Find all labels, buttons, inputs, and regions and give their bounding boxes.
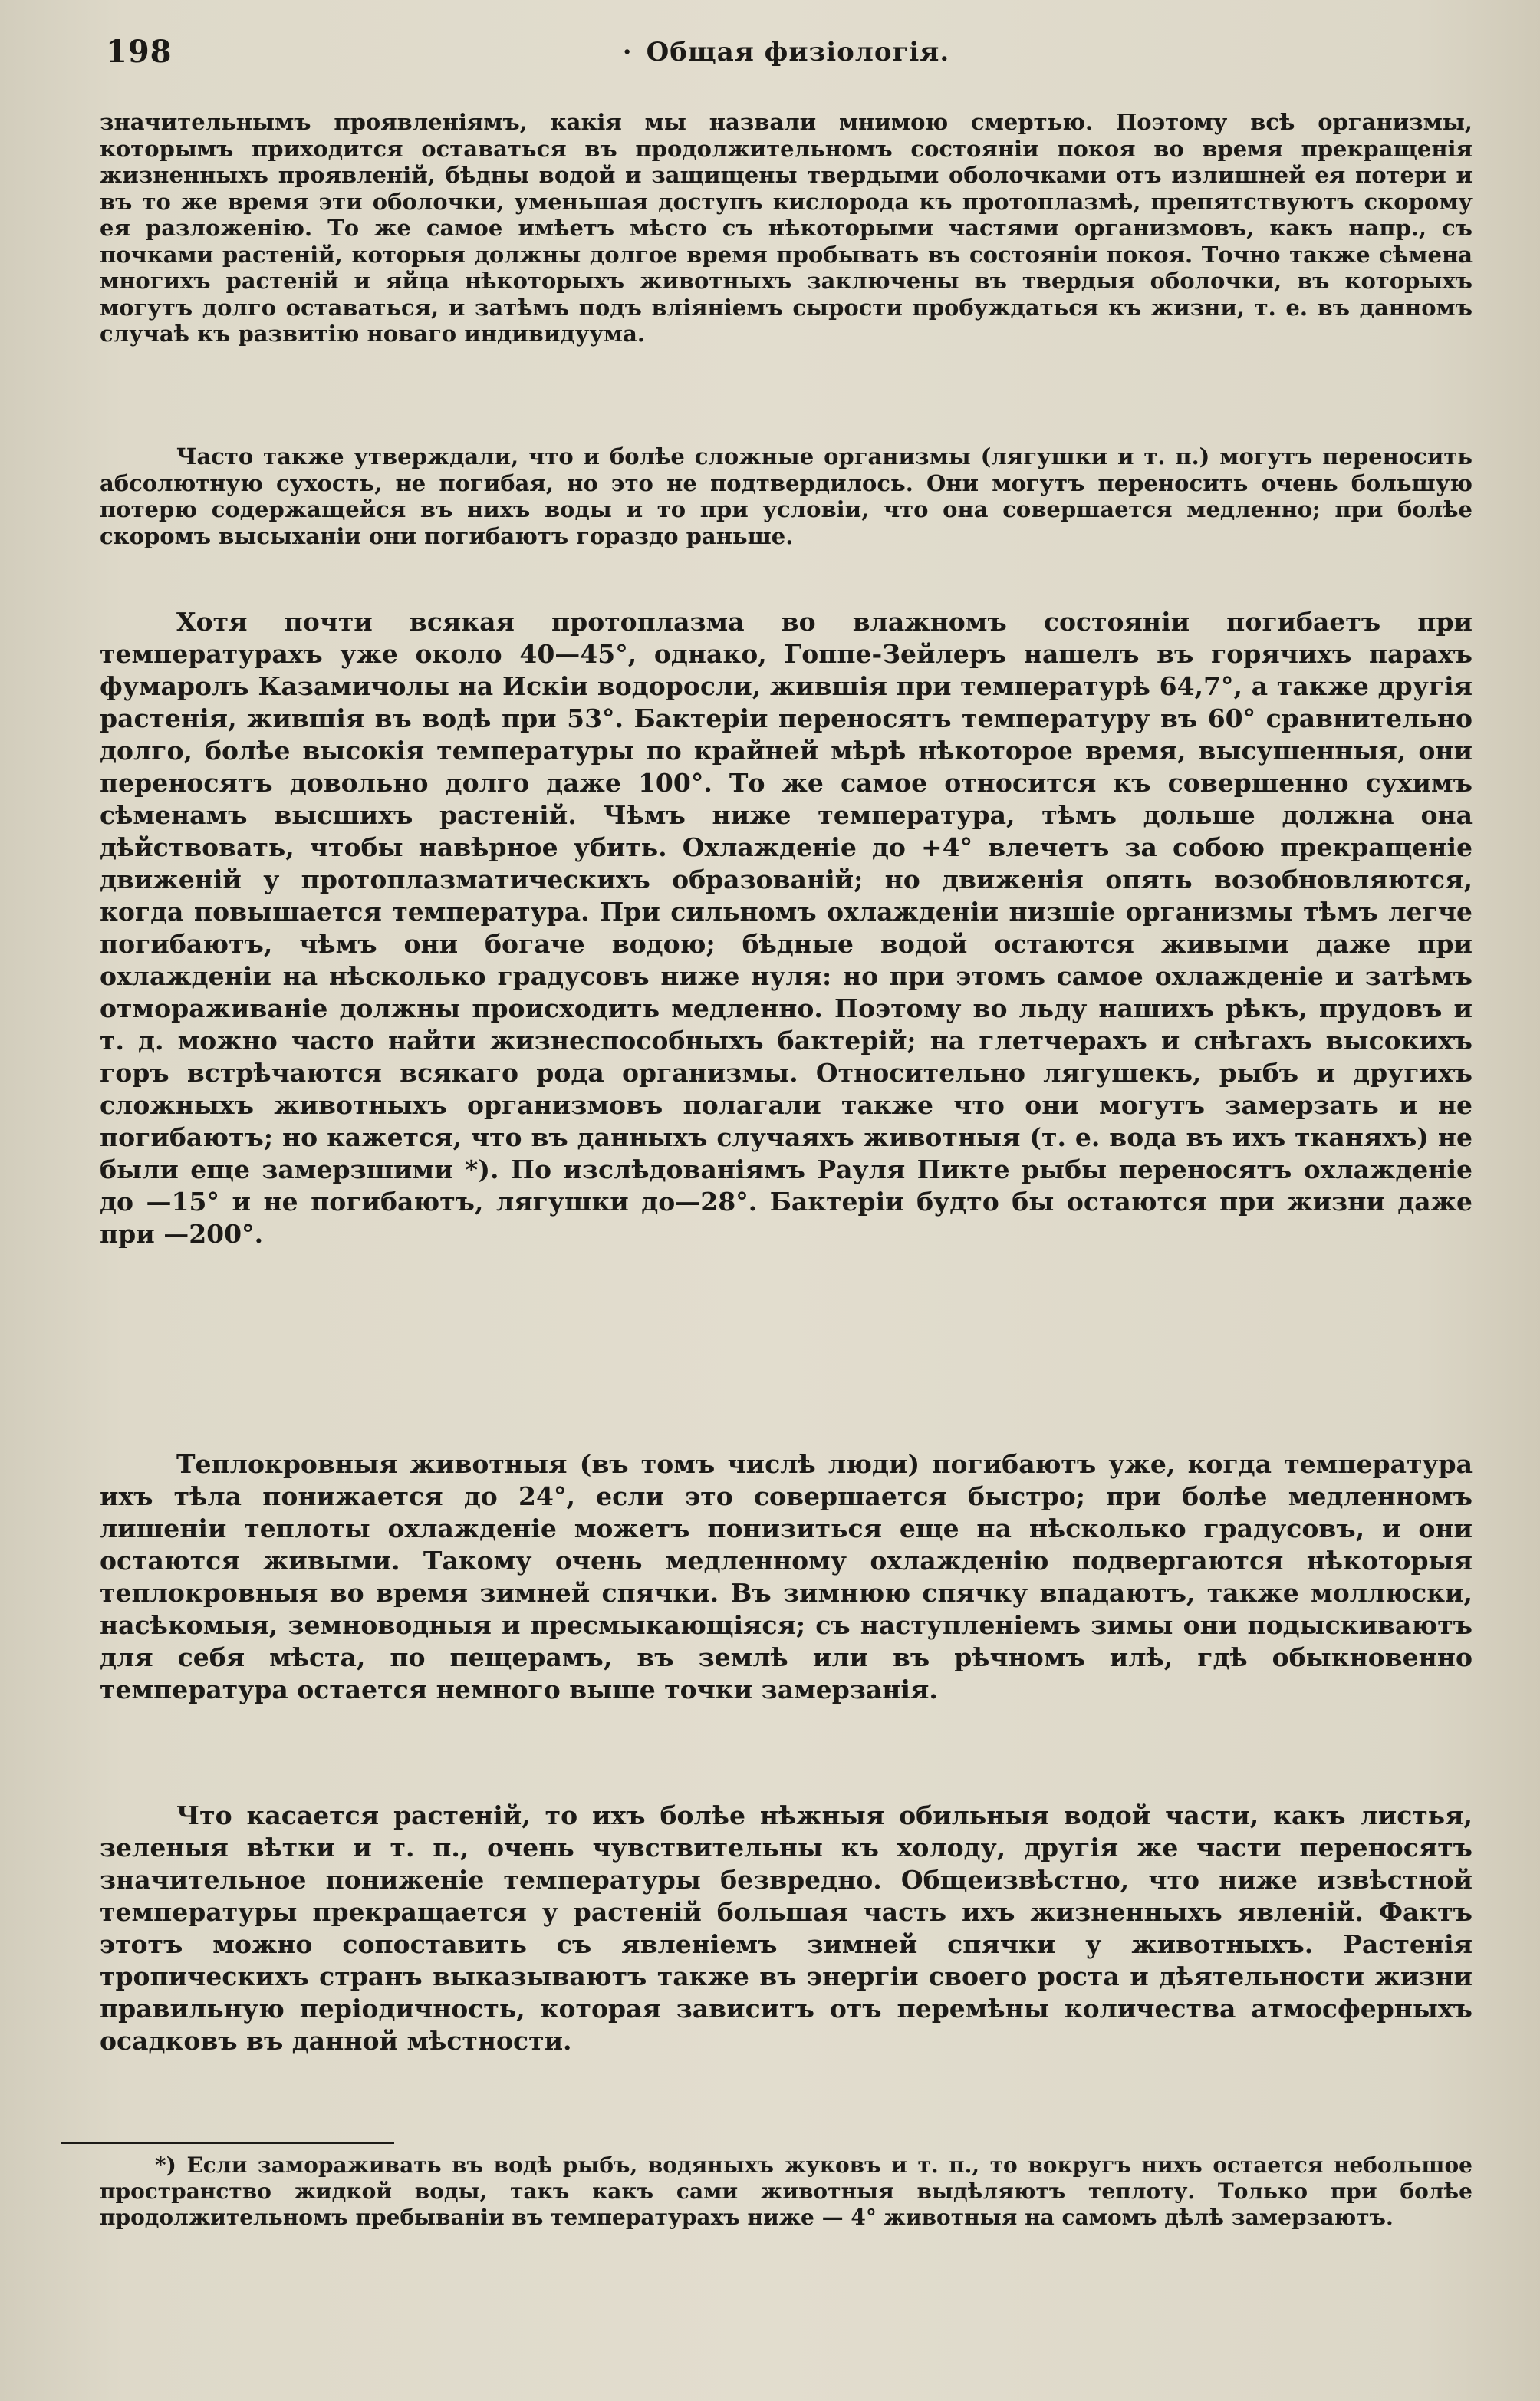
paragraph-text: Хотя почти всякая протоплазма во влажномъ состояніи погибаетъ при температурахъ уже около 40—45°, однако, Гоппе-Зейлеръ нашелъ въ горячихъ парахъ фумаролъ Казамичолы на Искіи водоросли, жившія при температурѣ 64,7°, а также другія растенія, жившія въ водѣ при 53°. Бактеріи переносятъ температуру въ 60° сравнительно долго, болѣе высокія температуры по крайней мѣрѣ нѣкоторое время, высушенныя, они переносятъ довольно долго даже 100°. То же самое относится къ совершенно сухимъ сѣменамъ высшихъ растеній. Чѣмъ ниже температура, тѣмъ дольше должна она дѣйствовать, чтобы навѣрное убить. Охлажденіе до +4° влечетъ за собою прекращеніе движеній у протоплазматическихъ образованій; но движенія опять возобновляются, когда повышается температура. При сильномъ охлажденіи низшіе организмы тѣмъ легче погибаютъ, чѣмъ они богаче водою; бѣдные водой остаются живыми даже при охлажденіи на нѣсколько градусовъ ниже нуля: но при этомъ самое охлажденіе и затѣмъ отмораживаніе должны происходить медленно. Поэтому во льду нашихъ рѣкъ, прудовъ и т. д. можно часто найти жизнеспособныхъ бактерій; на глетчерахъ и снѣгахъ высокихъ горъ встрѣчаются всякаго рода организмы. Относительно лягушекъ, рыбъ и другихъ сложныхъ животныхъ организмовъ полагали также что они могутъ замерзать и не погибаютъ; но кажется, что въ данныхъ случаяхъ животныя (т. е. вода въ ихъ тканяхъ) не были еще замерзшими *). По изслѣдованіямъ Рауля Пикте рыбы переносятъ охлажденіе до —15° и не погибаютъ, лягушки до—28°. Бактеріи будто бы остаются при жизни даже при —200°. [100,607,1473,1249]
paragraph-plants [100,1800,1473,2057]
paragraph-text: Часто также утверждали, что и болѣе сложные организмы (лягушки и т. п.) могутъ переносить абсолютную сухость, не погибая, но это не подтвердилось. Они могутъ переносить очень большую потерю содержащейся въ нихъ воды и то при условіи, что она совершается медленно; при болѣе скоромъ высыханіи они погибаютъ гораздо раньше. [100,443,1473,549]
paragraph-temperature [100,606,1473,1250]
running-title-text: Общая физіологія. [646,37,950,68]
footnote-text: *) Если замораживать въ водѣ рыбъ, водяныхъ жуковъ и т. п., то вокругъ нихъ остается небольшое пространство жидкой воды, такъ какъ сами животныя выдѣляютъ теплоту. Только при болѣе продолжительномъ пребываніи въ температурахъ ниже — 4° животныя на самомъ дѣлѣ замерзаютъ. [100,2152,1473,2230]
paragraph-warm-blooded [100,1448,1473,1706]
paragraph-text: Теплокровныя животныя (въ томъ числѣ люди) погибаютъ уже, когда температура ихъ тѣла понижается до 24°, если это совершается быстро; при болѣе медленномъ лишеніи теплоты охлажденіе можетъ понизиться еще на нѣсколько градусовъ, и они остаются живыми. Такому очень медленному охлажденію подвергаются нѣкоторыя теплокровныя во время зимней спячки. Въ зимнюю спячку впадаютъ, также моллюски, насѣкомыя, земноводныя и пресмыкающіяся; съ наступленіемъ зимы они подыскиваютъ для себя мѣста, по пещерамъ, въ землѣ или въ рѣчномъ илѣ, гдѣ обыкновенно температура остается немного выше точки замерзанія. [100,1449,1473,1704]
paragraph-text: Что касается растеній, то ихъ болѣе нѣжныя обильныя водой части, какъ листья, зеленыя вѣтки и т. п., очень чувствительны къ холоду, другія же части переносятъ значительное пониженіе температуры безвредно. Общеизвѣстно, что ниже извѣстной температуры прекращается у растеній большая часть ихъ жизненныхъ явленій. Фактъ этотъ можно сопоставить съ явленіемъ зимней спячки у животныхъ. Растенія тропическихъ странъ выказываютъ также въ энергіи своего роста и дѣятельности жизни правильную періодичность, которая зависитъ отъ перемѣны количества атмосферныхъ осадковъ въ данной мѣстности. [100,1800,1473,2056]
running-title [100,37,1473,68]
paragraph-text: значительнымъ проявленіямъ, какія мы назвали мнимою смертью. Поэтому всѣ организмы, которымъ приходится оставаться въ продолжительномъ состояніи покоя во время прекращенія жизненныхъ проявленій, бѣдны водой и защищены твердыми оболочками отъ излишней ея потери и въ то же время эти оболочки, уменьшая доступъ кислорода къ протоплазмѣ, препятствуютъ скорому ея разложенію. То же самое имѣетъ мѣсто съ нѣкоторыми частями организмовъ, какъ напр., съ почками растеній, которыя должны долгое время пробывать въ состояніи покоя. Точно также сѣмена многихъ растеній и яйца нѣкоторыхъ животныхъ заключены въ твердыя оболочки, въ которыхъ могутъ долго оставаться, и затѣмъ подъ вліяніемъ сырости пробуждаться къ жизни, т. е. въ данномъ случаѣ къ развитію новаго индивидуума. [100,109,1473,347]
page-number: 198 [106,34,173,70]
paragraph-continued [100,109,1473,347]
paragraph-dryness [100,443,1473,549]
footnote [100,2152,1473,2231]
header-dot: · [622,37,633,68]
footnote-divider [61,2142,394,2144]
page-header [100,29,1473,75]
